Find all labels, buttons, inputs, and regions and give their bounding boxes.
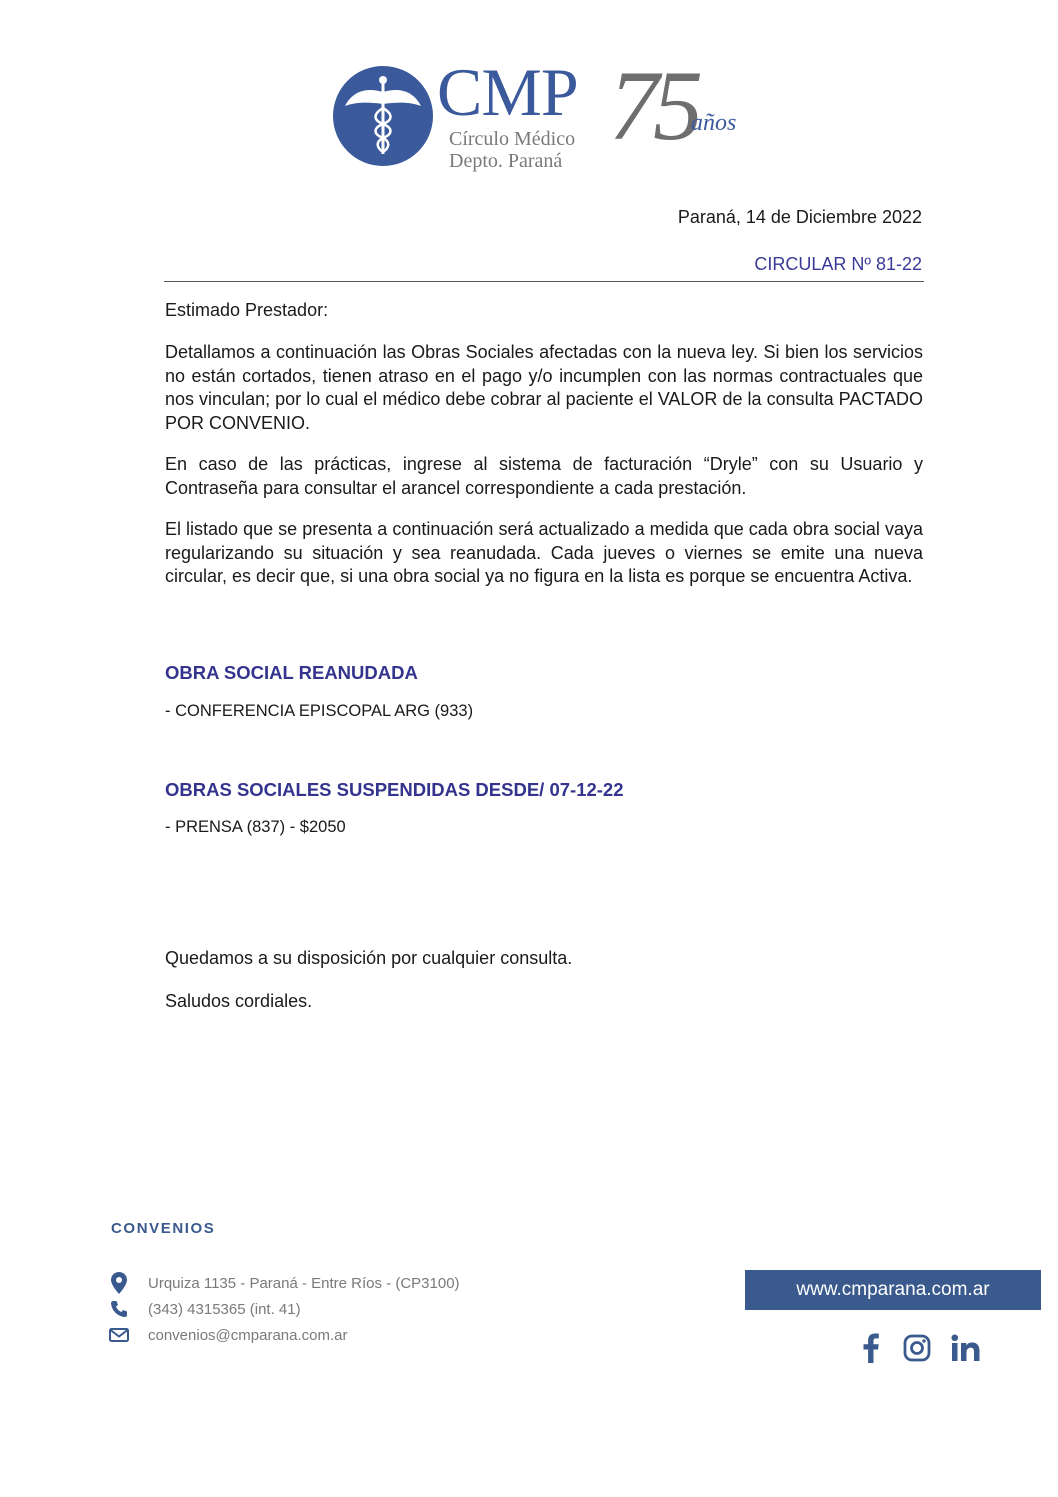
paragraph-3: El listado que se presenta a continuación será actualizado a medida que cada obra social vaya regularizando su situación y sea reanudada. Cada jueves o viernes se emite una nueva circular, es decir que, si una obra social ya no figura en la lista es porque se encuentra Activa.	[165, 519, 923, 586]
logo-subtitle-line2: Depto. Paraná	[449, 150, 563, 172]
caduceus-emblem-icon	[333, 66, 433, 166]
envelope-icon	[108, 1324, 130, 1346]
paragraph-1: Detallamos a continuación las Obras Sociales afectadas con la nueva ley. Si bien los servicios no están cortados, tienen atraso en el pago y/o incumplen con las normas contractuales que nos vinculan; por lo cual el médico debe cobrar al paciente el VALOR de la consulta PACTADO POR CONVENIO.	[165, 342, 923, 433]
anniversary-word: años	[691, 110, 737, 136]
website-link[interactable]: www.cmparana.com.ar	[745, 1270, 1041, 1310]
footer-address: Urquiza 1135 - Paraná - Entre Ríos - (CP3100)	[148, 1274, 460, 1292]
linkedin-icon[interactable]	[948, 1330, 984, 1366]
closing-line: Quedamos a su disposición por cualquier consulta.	[165, 948, 573, 968]
location-pin-icon	[108, 1272, 130, 1294]
footer-phone: (343) 4315365 (int. 41)	[148, 1300, 301, 1318]
phone-icon	[108, 1298, 130, 1320]
facebook-icon[interactable]	[856, 1330, 886, 1366]
logo-acronym: CMP	[437, 54, 578, 130]
instagram-icon[interactable]	[900, 1330, 934, 1366]
footer-phone-row	[108, 1298, 301, 1320]
footer-email-link[interactable]: convenios@cmparana.com.ar	[148, 1326, 348, 1344]
section-heading-resumed: OBRA SOCIAL REANUDADA	[165, 662, 418, 683]
header-divider	[164, 281, 924, 282]
logo-subtitle-line1: Círculo Médico	[449, 128, 576, 150]
footer-email-row[interactable]	[108, 1324, 347, 1346]
footer-address-row	[108, 1272, 460, 1294]
paragraph-2: En caso de las prácticas, ingrese al sistema de facturación “Dryle” con su Usuario y Contraseña para consultar el arancel correspondiente a cada prestación.	[165, 454, 923, 498]
anniversary-number: 75	[609, 50, 697, 161]
document-date: Paraná, 14 de Diciembre 2022	[677, 207, 922, 227]
cmp-logo	[333, 50, 773, 178]
section-heading-suspended: OBRAS SOCIALES SUSPENDIDAS DESDE/ 07-12-22	[165, 779, 624, 800]
list-item: - CONFERENCIA EPISCOPAL ARG (933)	[165, 702, 474, 720]
circular-number: CIRCULAR Nº 81-22	[754, 254, 922, 274]
list-item: - PRENSA (837) - $2050	[165, 818, 346, 836]
greeting: Estimado Prestador:	[165, 300, 329, 320]
footer-department-title: CONVENIOS	[111, 1220, 216, 1237]
signoff: Saludos cordiales.	[165, 991, 313, 1011]
